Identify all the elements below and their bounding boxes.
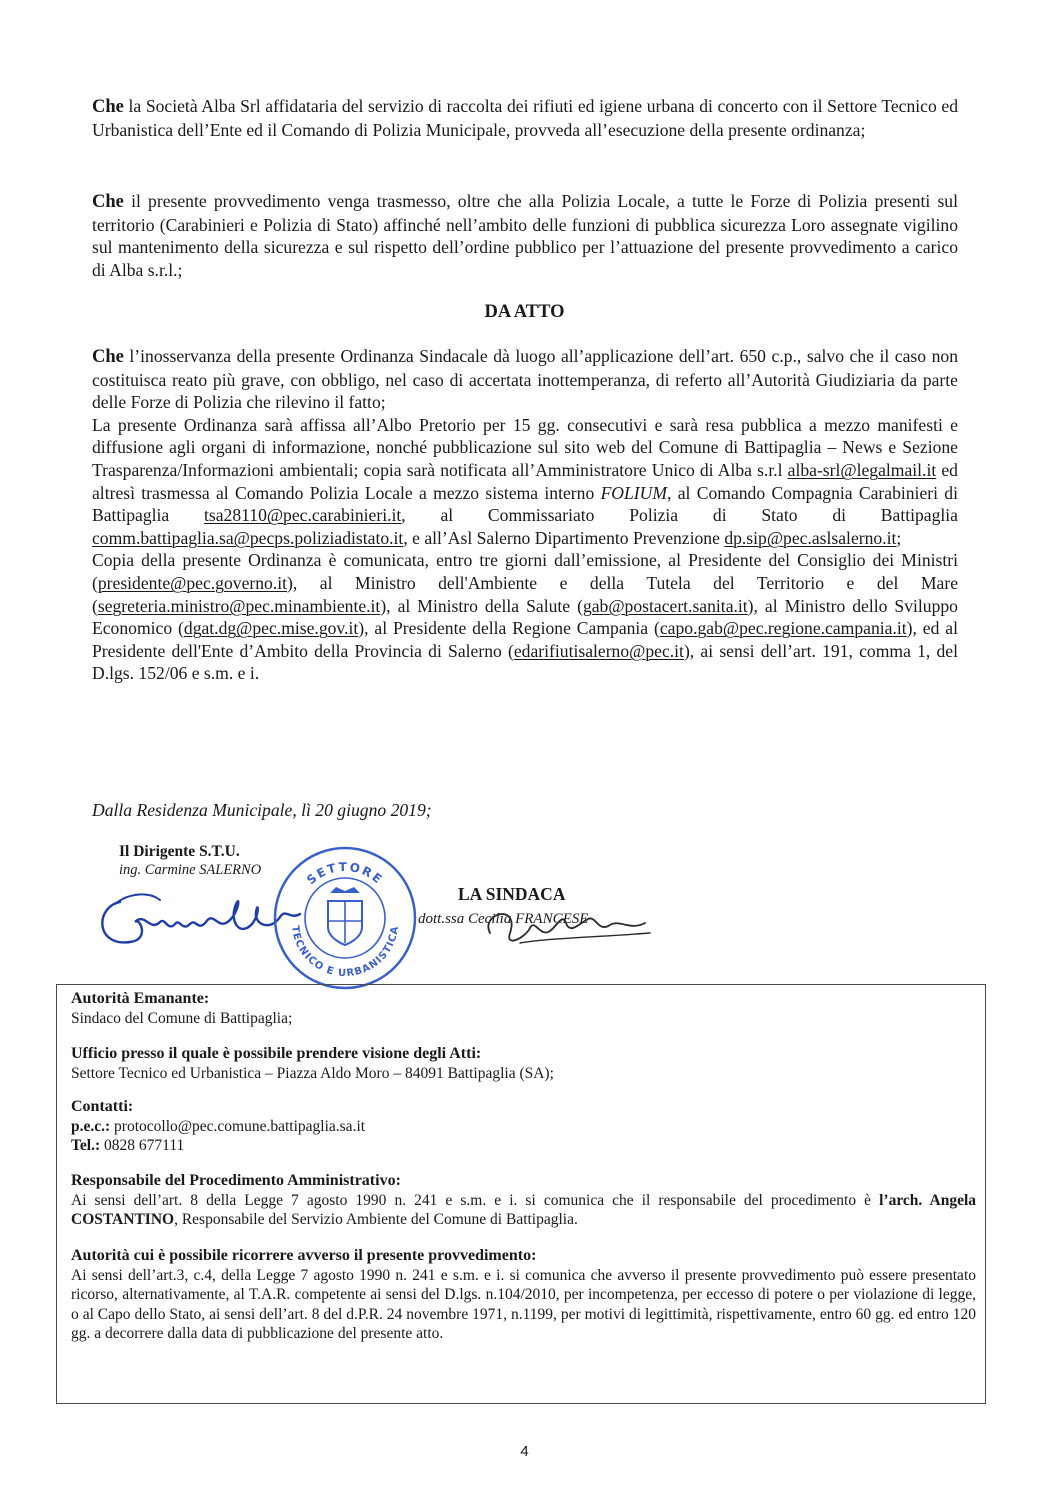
email-link-carabinieri[interactable]: tsa28110@pec.carabinieri.it: [203, 505, 402, 526]
tel-label: Tel.:: [71, 1137, 101, 1154]
info-ricorso: [71, 1246, 976, 1344]
email-link-sanita[interactable]: gab@postacert.sanita.it: [582, 595, 748, 616]
lead-che: Che: [92, 97, 124, 117]
dirigente-name: ing. Carmine SALERNO: [119, 862, 262, 878]
dirigente-title: Il Dirigente S.T.U.: [119, 843, 240, 860]
text-run: ), al Ministro dello Sviluppo Economico (: [92, 595, 958, 639]
info-heading: Responsabile del Procedimento Amministrativo:: [71, 1172, 401, 1189]
email-link-minambiente[interactable]: segreteria.ministro@pec.minambiente.it: [97, 595, 381, 616]
text-run: Copia della presente Ordinanza è comunicata, entro tre giorni dall’emissione, al Presidente del Consiglio dei Ministri (: [92, 550, 958, 593]
stamp-text-bottom: TECNICO E URBANISTICA: [288, 924, 402, 980]
email-link-regione[interactable]: capo.gab@pec.regione.campania.it: [659, 618, 907, 639]
stamp-text-top: SETTORE: [304, 859, 386, 888]
info-heading: Autorità Emanante:: [71, 990, 210, 1007]
info-value: Settore Tecnico ed Urbanistica – Piazza Aldo Moro – 84091 Battipaglia (SA);: [71, 1064, 554, 1082]
paragraph-affissione: [92, 414, 958, 550]
sindaca-name: dott.ssa Cecilia FRANCESE: [418, 911, 589, 927]
info-pec-line: [71, 1117, 976, 1137]
paragraph-text: il presente provvedimento venga trasmesso, oltre che alla Polizia Locale, a tutte le Forze di Polizia presenti sul territorio (Carabinieri e Polizia di Stato) affinché nell’ambito delle funzioni di pubblica sicurezza Loro assegnate vigilino sul mantenimento della sicurezza e sul rispetto dell’ordine pubblico per l’attuazione del presente provvedimento a carico di Alba s.r.l.;: [92, 191, 958, 280]
pec-value[interactable]: protocollo@pec.comune.battipaglia.sa.it: [110, 1117, 366, 1135]
text-run: ), ai sensi dell’art. 191, comma 1, del D.lgs. 152/06 e s.m. e i.: [92, 640, 958, 684]
info-value: [71, 1191, 976, 1230]
text-run: , e all’Asl Salerno Dipartimento Prevenzione: [403, 527, 725, 548]
text-run: ), al Ministro della Salute (: [380, 595, 583, 616]
info-contatti: [71, 1097, 976, 1156]
text-run: ed altresì trasmessa al Comando Polizia Locale a mezzo sistema interno: [92, 459, 958, 503]
svg-text:SETTORE: [304, 860, 386, 887]
paragraph-trasmissione: [92, 190, 958, 281]
email-link-asl[interactable]: dp.sip@pec.aslsalerno.it: [724, 527, 897, 548]
folium-system-name: FOLIUM: [600, 482, 668, 503]
paragraph-alba-esecuzione: [92, 95, 958, 141]
email-link-edarifiuti[interactable]: edarifiutisalerno@pec.it: [513, 640, 684, 661]
info-value: Sindaco del Comune di Battipaglia;: [71, 1009, 293, 1027]
page-number: 4: [520, 1443, 529, 1460]
info-heading: Contatti:: [71, 1098, 134, 1115]
email-link-alba[interactable]: alba-srl@legalmail.it: [787, 459, 937, 480]
municipal-stamp: [270, 843, 420, 993]
text-run: , al Comando Compagnia Carabinieri di Battipaglia: [92, 482, 958, 526]
da-atto-body: [92, 345, 958, 685]
paragraph-comunicazione: [92, 549, 958, 685]
sindaca-signature: [480, 893, 655, 963]
text-run: ), al Presidente della Regione Campania (: [358, 618, 660, 639]
info-heading: Ufficio presso il quale è possibile prendere visione degli Atti:: [71, 1045, 482, 1062]
info-heading: Autorità cui è possibile ricorrere avverso il presente provvedimento:: [71, 1247, 537, 1264]
sindaca-title: LA SINDACA: [458, 884, 566, 904]
email-link-governo[interactable]: presidente@pec.governo.it: [97, 572, 288, 593]
info-autorita-emanante: [71, 989, 976, 1028]
section-heading-da-atto: DA ATTO: [484, 302, 565, 322]
text-run: ), ed al Presidente dell'Ente d’Ambito della Provincia di Salerno (: [92, 618, 958, 661]
date-line: Dalla Residenza Municipale, lì 20 giugno 2019;: [92, 800, 432, 820]
text-run: ;: [896, 527, 902, 548]
text-run: , al Commissariato Polizia di Stato di Battipaglia: [401, 505, 958, 526]
paragraph-text: la Società Alba Srl affidataria del servizio di raccolta dei rifiuti ed igiene urbana di concerto con il Settore Tecnico ed Urbanistica dell’Ente ed il Comando di Polizia Municipale, provveda all’esecuzione della presente ordinanza;: [92, 96, 958, 140]
responsabile-name: l’arch. Angela COSTANTINO: [71, 1191, 977, 1228]
info-ufficio: [71, 1044, 976, 1083]
tel-value: 0828 677111: [100, 1137, 185, 1154]
paragraph-inosservanza: [92, 345, 958, 414]
text-run: La presente Ordinanza sarà affissa all’Albo Pretorio per 15 gg. consecutivi e sarà resa pubblica a mezzo manifesti e diffusione agli organi di informazione, nonché pubblicazione sul sito web del Comune di Battipaglia – News e Sezione Trasparenza/Informazioni ambientali; copia sarà notificata all’Amministratore Unico di Alba s.r.l: [92, 414, 958, 480]
text-run: , Responsabile del Servizio Ambiente del Comune di Battipaglia.: [174, 1211, 578, 1228]
info-value: Ai sensi dell’art.3, c.4, della Legge 7 agosto 1990 n. 241 e s.m. e i. si comunica che avverso il presente provvedimento può essere presentato ricorso, alternativamente, al T.A.R. competente ai sensi del D.lgs. n.104/2010, per incompetenza, per eccesso di potere o per violazione di legge, o al Capo dello Stato, ai sensi dell’art. 8 del d.P.R. 24 novembre 1971, n.1199, per motivi di legittimità, rispettivamente, entro 60 gg. ed entro 120 gg. a decorrere dalla data di pubblicazione del presente atto.: [71, 1266, 976, 1342]
text-run: Ai sensi dell’art. 8 della Legge 7 agosto 1990 n. 241 e s.m. e i. si comunica che il responsabile del procedimento è: [71, 1191, 880, 1209]
info-responsabile: [71, 1171, 976, 1230]
email-link-polizia[interactable]: comm.battipaglia.sa@pecps.poliziadistato.it: [92, 527, 404, 548]
lead-che: Che: [92, 192, 124, 212]
email-link-mise[interactable]: dgat.dg@pec.mise.gov.it: [183, 618, 359, 639]
paragraph-text: l’inosservanza della presente Ordinanza Sindacale dà luogo all’applicazione dell’art. 650 c.p., salvo che il caso non costituisca reato più grave, con obbligo, nel caso di accertata inottemperanza, di referto all’Autorità Giudiziaria da parte delle Forze di Polizia che rilevino il fatto;: [92, 346, 958, 413]
text-run: ), al Ministro dell'Ambiente e della Tutela del Territorio e del Mare (: [92, 572, 958, 616]
info-tel-line: [71, 1136, 976, 1156]
pec-label: p.e.c.:: [71, 1117, 111, 1135]
lead-che: Che: [92, 347, 124, 367]
stamp-emblem-icon: [328, 887, 362, 945]
